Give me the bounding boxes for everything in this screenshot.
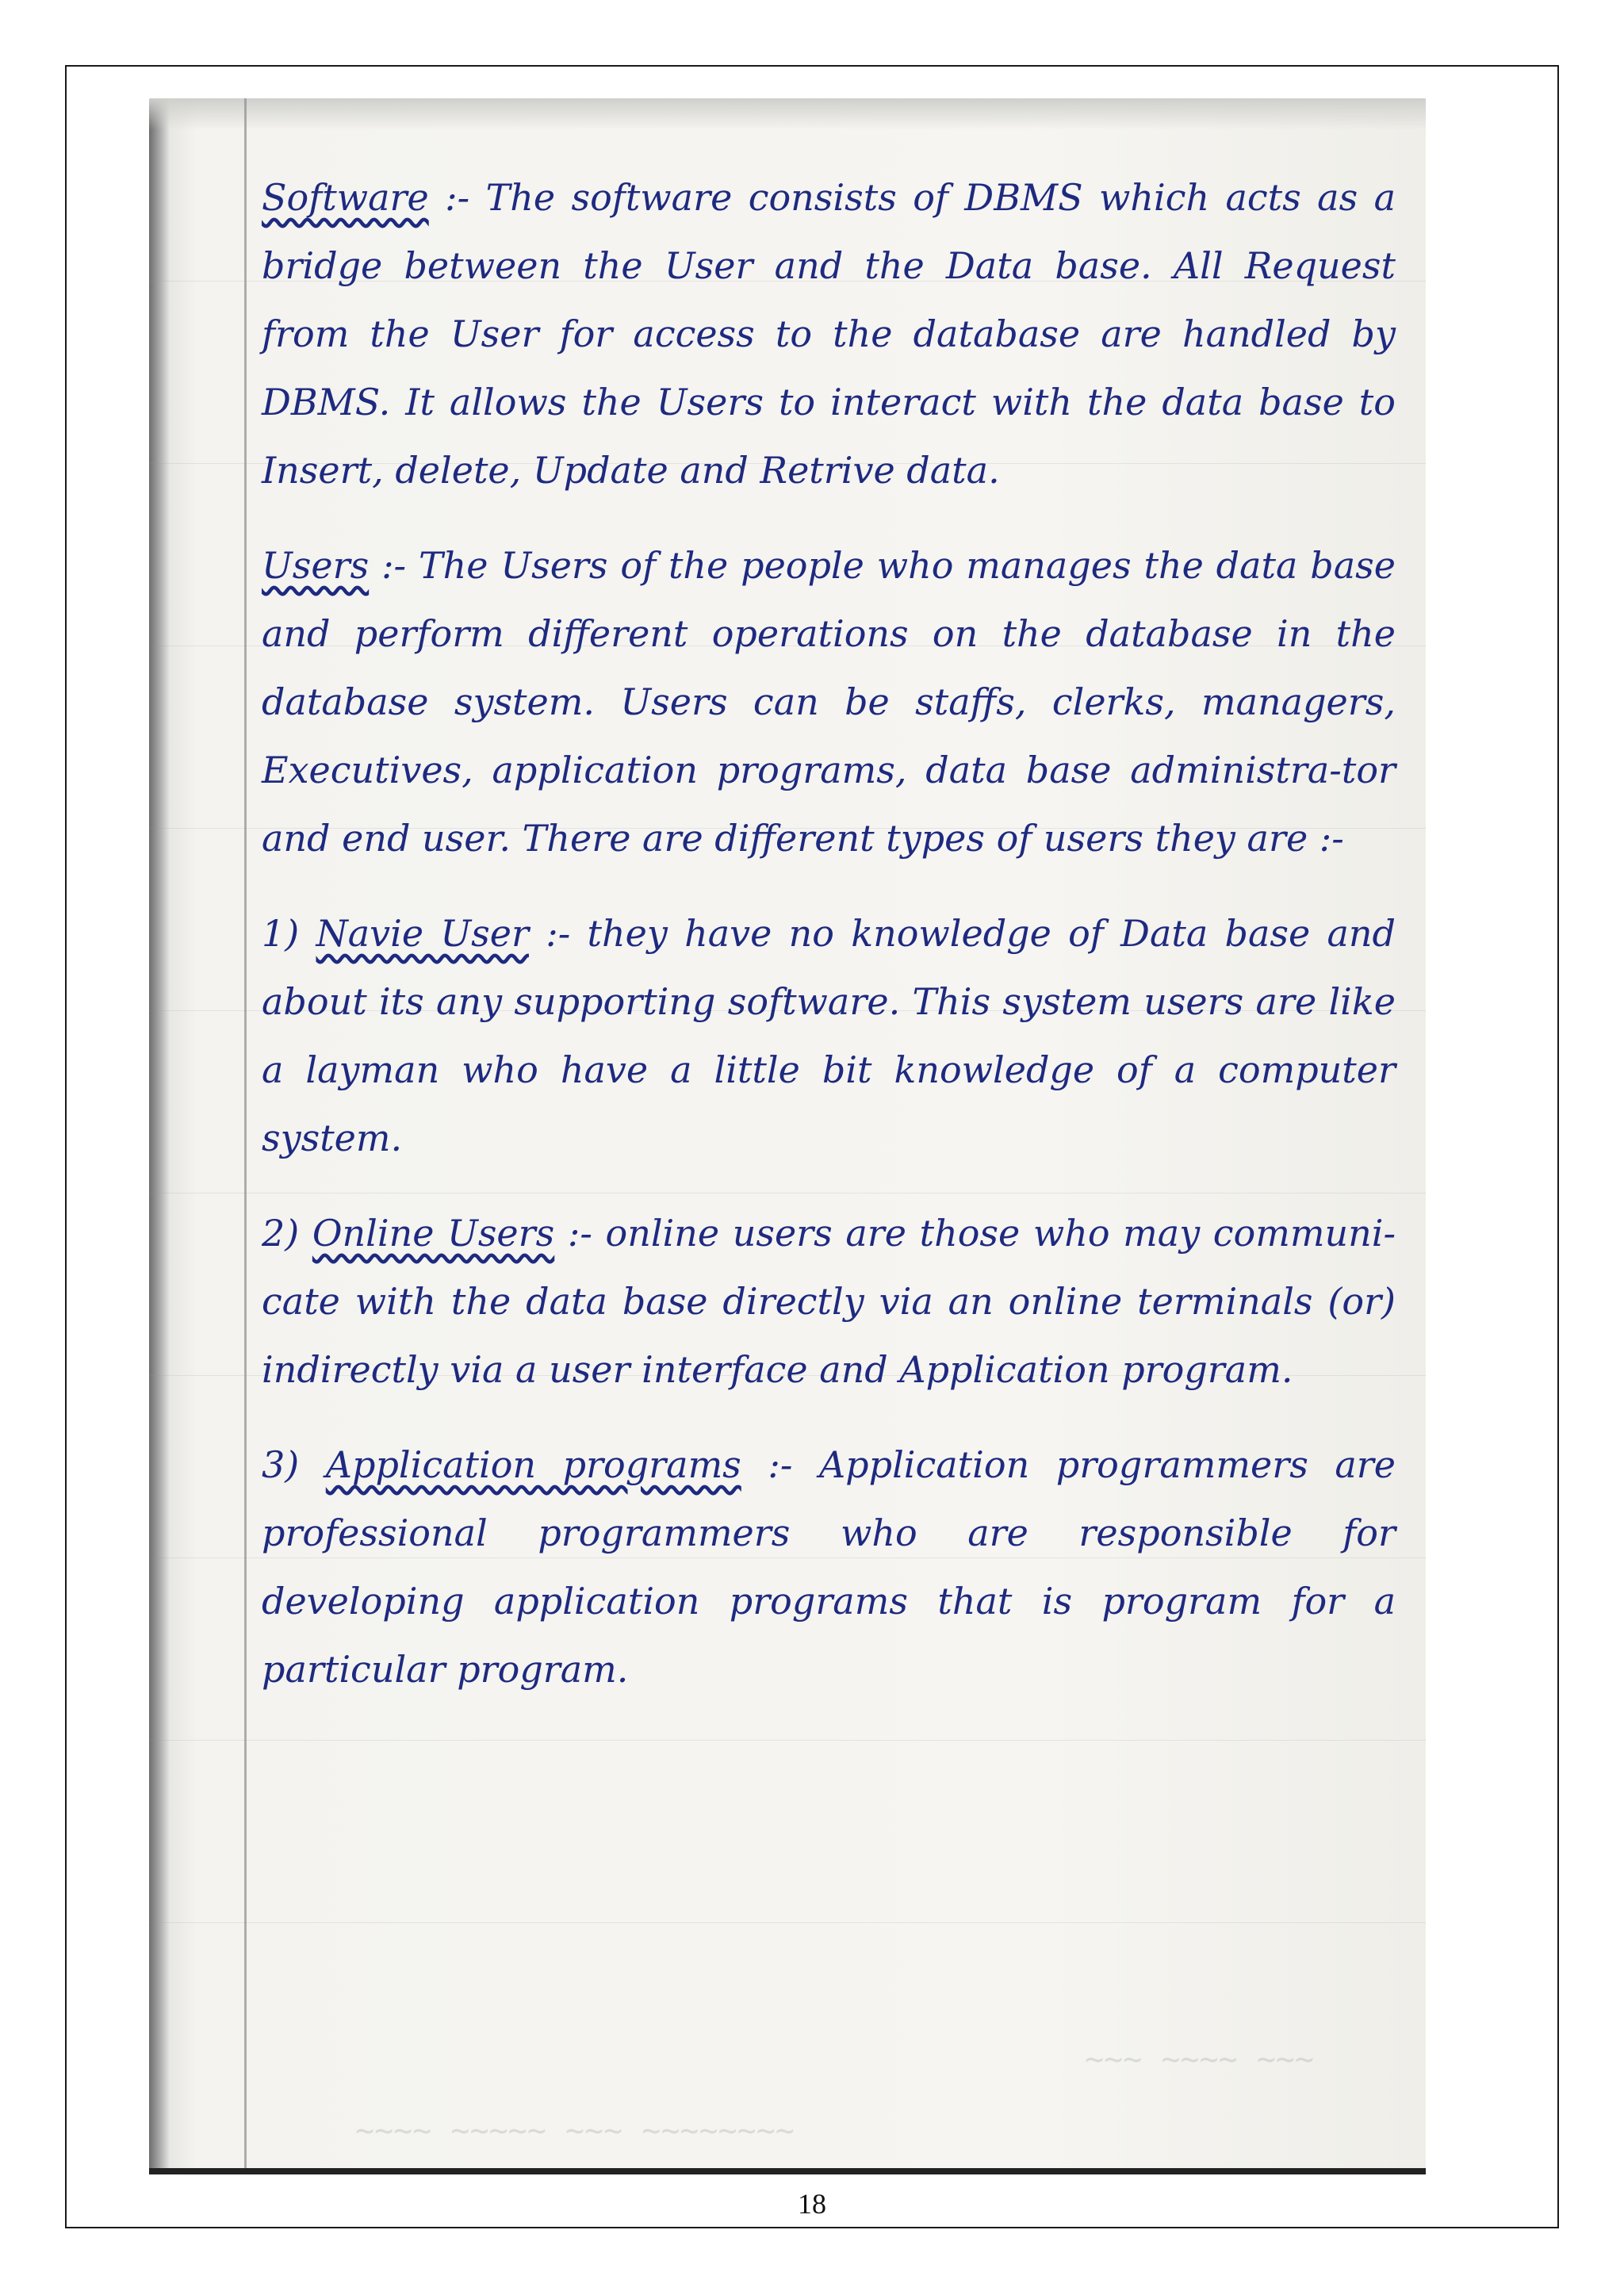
software-heading: Software [262,176,429,219]
naive-users-heading: Navie User [316,912,529,955]
application-programs-heading: Application programs [325,1443,741,1486]
users-paragraph [262,531,1396,872]
photo-top-shadow [149,98,1426,130]
application-programs-prefix: 3) [262,1443,300,1486]
online-users-paragraph [262,1199,1396,1404]
users-heading: Users [262,544,370,587]
notebook-margin-line [244,98,247,2174]
naive-users-text: :- they have no knowledge of Data base and about its any supporting software. This system users are like a layman who have a little bit knowledge of a computer system. [262,912,1396,1159]
page-number: 18 [798,2188,826,2220]
notebook-rule-line [149,1922,1426,1923]
bleed-through-text: ~~~~ ~~~~~ ~~~ ~~~~~~~~ [355,2113,795,2149]
naive-users-prefix: 1) [262,912,300,955]
bleed-through-text: ~~~ ~~~~ ~~~ [1085,2041,1314,2078]
naive-users-paragraph [262,899,1396,1172]
photo-bottom-edge [149,2168,1426,2174]
handwritten-notes [262,163,1396,1730]
users-text: :- The Users of the people who manages the data base and perform different operations on the database in the database system. Users can be staffs, clerks, managers, Executives, application programs, data base administra-tor and end user. There are different types of users they are :- [262,544,1396,860]
online-users-heading: Online Users [312,1212,555,1255]
application-programs-text: :- Application programmers are professional programmers who are responsible for developing application programs that is program for a particular program. [262,1443,1396,1691]
notebook-photo [149,98,1426,2174]
software-paragraph [262,163,1396,504]
application-programs-paragraph [262,1431,1396,1703]
software-text: :- The software consists of DBMS which acts as a bridge between the User and the Data base. All Request from the User for access to the database are handled by DBMS. It allows the Users to interact with the data base to Insert, delete, Update and Retrive data. [262,176,1396,492]
online-users-prefix: 2) [262,1212,300,1255]
notebook-rule-line [149,1740,1426,1741]
online-users-text: :- online users are those who may communi-cate with the data base directly via an online terminals (or) indirectly via a user interface and Application program. [262,1212,1396,1391]
